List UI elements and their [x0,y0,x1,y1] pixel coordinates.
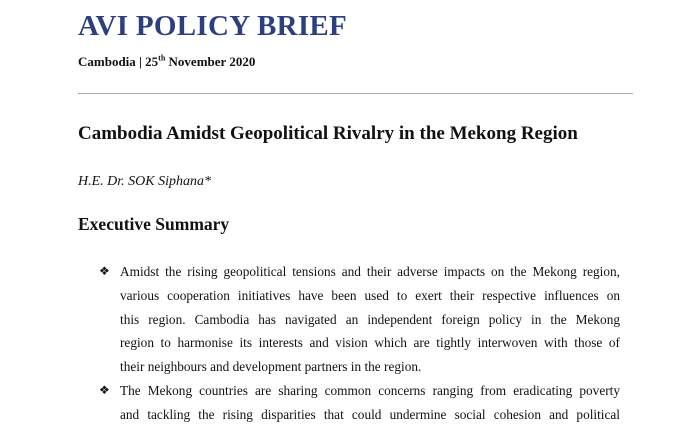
document-title: Cambodia Amidst Geopolitical Rivalry in the Mekong Region [78,123,578,144]
brief-day-suffix: th [158,53,166,63]
paragraph-line: Amidst the rising geopolitical tensions and their adverse impacts on the Mekong region, [120,264,620,279]
list-item [99,379,620,427]
author-name: H.E. Dr. SOK Siphana* [78,174,212,189]
diamond-bullet-icon: ❖ [99,382,110,397]
brief-day: 25 [145,54,159,69]
diamond-bullet-icon: ❖ [99,264,110,278]
header-divider [78,93,633,94]
executive-summary-list [99,260,620,427]
list-item [99,260,620,379]
brief-title: AVI POLICY BRIEF [78,10,348,42]
paragraph-line: The Mekong countries are sharing common concerns ranging from eradicating poverty [120,382,620,398]
paragraph-line: this region. Cambodia has navigated an independent foreign policy in the Mekong [120,311,620,327]
paragraph-line: various cooperation initiatives have been used to exert their respective influences on [120,287,620,303]
paragraph-line: their neighbours and development partners in the region. [120,359,422,375]
brief-country: Cambodia [78,54,136,69]
brief-separator: | [139,54,142,69]
brief-month-year: November 2020 [168,54,256,69]
paragraph-line: and tackling the rising disparities that could undermine social cohesion and political [120,406,620,422]
section-heading: Executive Summary [78,214,230,234]
paragraph-line: region to harmonise its interests and vision which are tightly interwoven with those of [120,335,620,351]
brief-meta [78,54,255,70]
